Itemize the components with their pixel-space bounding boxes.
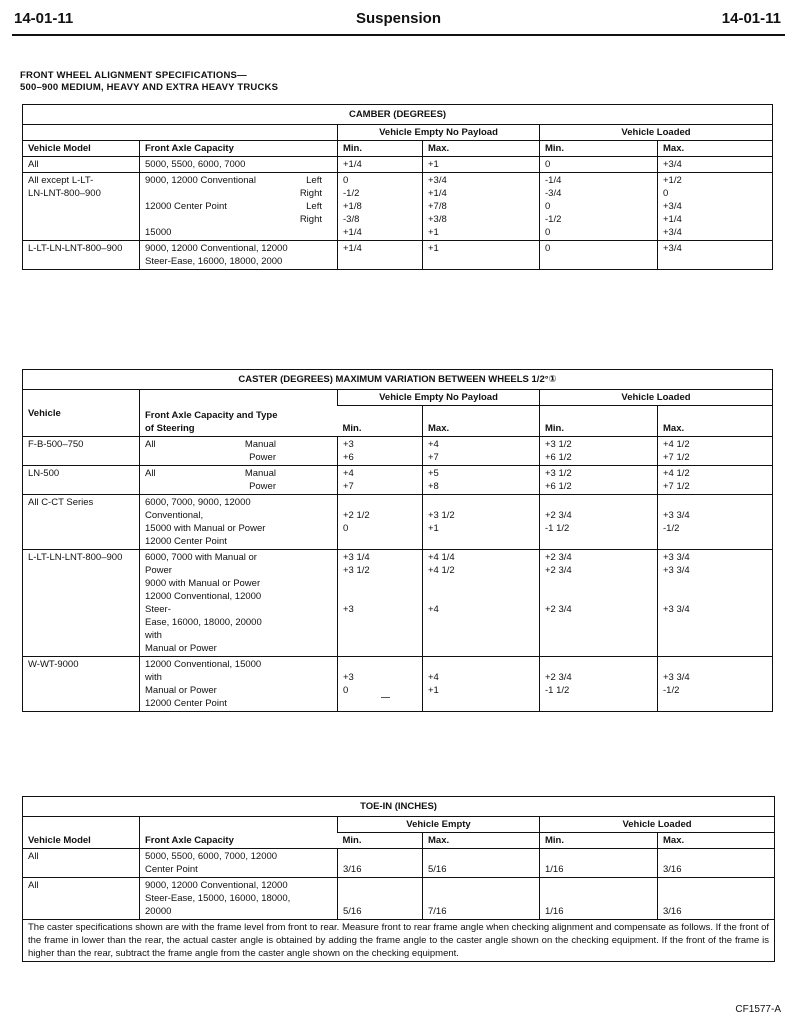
caster-cell-emin-line: [343, 658, 417, 671]
caster-capacity-text: 12000 Conventional, 12000 Steer-: [145, 591, 262, 615]
caster-cell-emax-line: [428, 658, 534, 671]
caster-cell-emin: [338, 437, 423, 466]
caster-capacity-text: 9000 with Manual or Power: [145, 578, 261, 589]
toe-capacity-line: [145, 892, 332, 905]
toe-cell-lmin: [540, 849, 658, 878]
toe-cell-emax-line: [428, 892, 534, 905]
caster-table: [22, 369, 773, 712]
toe-capacity-text: 9000, 12000 Conventional, 12000: [145, 880, 288, 891]
caster-cell-lmax-line: [663, 577, 767, 590]
toe-cell-emax-line: [428, 850, 534, 863]
caster-cell-model: F-B-500–750: [23, 437, 140, 466]
toe-capacity-text: Center Point: [145, 864, 198, 875]
toe-cell-lmin-line: [545, 892, 652, 905]
caster-capacity-line: [145, 697, 332, 710]
camber-cell-emax-line: +1: [428, 227, 439, 238]
camber-capacity-line: [145, 187, 332, 200]
camber-cell-lmax: [658, 241, 773, 270]
caster-cell-lmin-line: +2 3/4: [545, 510, 572, 521]
camber-cell-emax-line: +1/4: [428, 188, 447, 199]
caster-capacity-line: [145, 684, 332, 697]
caster-cell-emin-line: +6: [343, 452, 354, 463]
camber-cell-capacity: [140, 173, 338, 241]
toe-cell-lmax-line: 3/16: [663, 906, 682, 917]
caster-cell-emin: [338, 550, 423, 657]
caster-cell-lmax: [658, 495, 773, 550]
toe-table-row: [23, 878, 775, 920]
caster-capacity-line: [145, 522, 332, 535]
caster-cell-emin-line: +3: [343, 439, 354, 450]
caster-cell-lmax: [658, 437, 773, 466]
toe-in-col-model: Vehicle Model: [28, 835, 91, 846]
toe-cell-model: All: [23, 878, 140, 920]
caster-cell-emin-line: +7: [343, 481, 354, 492]
camber-cell-lmax-line: +3/4: [663, 159, 682, 170]
camber-cell-emax-line: +3/8: [428, 214, 447, 225]
camber-capacity-line: [145, 158, 332, 171]
caster-cell-emax-line: +4 1/4: [428, 552, 455, 563]
caster-cell-lmax-line: [663, 658, 767, 671]
camber-capacity-text: 9000, 12000 Conventional, 12000: [145, 243, 288, 254]
page-title: Suspension: [355, 10, 441, 27]
caster-capacity-line: [145, 577, 332, 590]
toe-cell-emin-line: 5/16: [343, 906, 362, 917]
caster-capacity-text: [145, 451, 148, 464]
caster-cell-lmin-line: -1 1/2: [545, 523, 570, 534]
caster-col-empty-max: Max.: [423, 406, 540, 437]
caster-cell-capacity: [140, 495, 338, 550]
toe-cell-lmax-line: 3/16: [663, 864, 682, 875]
camber-capacity-line: [145, 242, 332, 255]
caster-table-row: [23, 495, 773, 550]
camber-cell-emin-line: -3/8: [343, 214, 360, 225]
camber-capacity-line: [145, 226, 332, 239]
caster-steering-side: Power: [249, 481, 276, 492]
camber-steering-side: Left: [306, 201, 322, 212]
caster-capacity-text: 12000 Conventional, 15000 with: [145, 659, 262, 683]
camber-table-row: [23, 157, 773, 173]
caster-cell-lmax-line: +3 3/4: [663, 672, 690, 683]
caster-capacity-line: [145, 467, 332, 480]
caster-col-loaded-max: Max.: [658, 406, 773, 437]
camber-capacity-line: [145, 255, 332, 268]
camber-cell-emin-line: -1/2: [343, 188, 360, 199]
camber-col-model: Vehicle Model: [28, 143, 91, 154]
caster-cell-emax-line: +4: [428, 672, 439, 683]
toe-in-col-empty-max: Max.: [423, 833, 540, 849]
caster-capacity-line: [145, 535, 332, 548]
caster-table-row: [23, 550, 773, 657]
caster-cell-emin: [338, 466, 423, 495]
toe-cell-emin-line: 3/16: [343, 864, 362, 875]
camber-cell-lmax: [658, 173, 773, 241]
caster-col-vehicle: Vehicle: [28, 407, 61, 419]
camber-capacity-text: 9000, 12000 Conventional: [145, 175, 256, 186]
camber-cell-lmax: [658, 157, 773, 173]
caster-capacity-line: [145, 658, 332, 684]
caster-cell-lmin-line: +6 1/2: [545, 452, 572, 463]
caster-capacity-text: 12000 Center Point: [145, 536, 227, 547]
caster-cell-lmin-line: +2 3/4: [545, 672, 572, 683]
caster-capacity-line: [145, 451, 332, 464]
camber-cell-emax-line: +1: [428, 243, 439, 254]
caster-cell-emin-line: +2 1/2: [343, 510, 370, 521]
camber-cell-lmin: [540, 157, 658, 173]
caster-cell-lmax-line: +7 1/2: [663, 481, 690, 492]
toe-in-col-capacity: Front Axle Capacity: [140, 817, 338, 849]
caster-cell-lmax-line: +3 3/4: [663, 510, 690, 521]
toe-cell-emax-line: 5/16: [428, 864, 447, 875]
caster-capacity-line: [145, 642, 332, 655]
caster-cell-capacity: [140, 437, 338, 466]
caster-cell-model: W-WT-9000: [23, 657, 140, 712]
camber-capacity-text: [145, 213, 148, 226]
caster-cell-emin-line: +3: [343, 604, 354, 615]
caster-cell-capacity: [140, 550, 338, 657]
toe-cell-model: All: [23, 849, 140, 878]
caster-cell-emax: [423, 437, 540, 466]
stray-mark: [381, 697, 390, 698]
caster-cell-lmin-line: [545, 577, 652, 590]
toe-cell-emax: [423, 849, 540, 878]
caster-cell-emax-line: +4: [428, 604, 439, 615]
toe-cell-emin-line: [343, 850, 417, 863]
camber-steering-side: Right: [299, 188, 322, 199]
toe-capacity-line: [145, 850, 332, 863]
camber-cell-lmax-line: +1/4: [663, 214, 682, 225]
camber-capacity-text: 5000, 5500, 6000, 7000: [145, 159, 246, 170]
toe-cell-emin: [338, 849, 423, 878]
camber-steering-side: Right: [299, 214, 322, 225]
caster-cell-emin-line: +3: [343, 672, 354, 683]
toe-in-table-title: TOE-IN (INCHES): [23, 797, 775, 817]
caster-cell-lmin: [540, 437, 658, 466]
camber-col-loaded-min: Min.: [540, 141, 658, 157]
caster-capacity-text: 6000, 7000, 9000, 12000 Conventional,: [145, 497, 251, 521]
toe-in-col-loaded-max: Max.: [658, 833, 775, 849]
caster-cell-emin-line: +3 1/4: [343, 552, 370, 563]
caster-table-row: [23, 466, 773, 495]
caster-steering-side: Power: [249, 452, 276, 463]
caster-cell-lmin-line: +3 1/2: [545, 439, 572, 450]
caster-capacity-text: [145, 480, 148, 493]
toe-cell-lmin-line: 1/16: [545, 864, 564, 875]
caster-cell-emax-line: [428, 496, 534, 509]
toe-cell-capacity: [140, 849, 338, 878]
camber-cell-emin: [338, 173, 423, 241]
caster-cell-emin-line: +4: [343, 468, 354, 479]
camber-table: [22, 104, 773, 270]
camber-table-row: [23, 241, 773, 270]
toe-capacity-line: [145, 879, 332, 892]
toe-cell-emin-line: [343, 879, 417, 892]
caster-capacity-line: [145, 480, 332, 493]
caster-cell-lmax-line: +4 1/2: [663, 468, 690, 479]
caster-cell-lmax-line: +7 1/2: [663, 452, 690, 463]
caster-cell-emax: [423, 495, 540, 550]
camber-capacity-text: 15000: [145, 227, 172, 238]
toe-cell-lmin-line: 1/16: [545, 906, 564, 917]
caster-cell-emin-line: [343, 577, 417, 590]
toe-cell-lmin: [540, 878, 658, 920]
toe-cell-emax-line: [428, 879, 534, 892]
camber-capacity-line: [145, 213, 332, 226]
toe-cell-lmax-line: [663, 850, 769, 863]
caster-cell-emin-line: +3 1/2: [343, 565, 370, 576]
document-title-line2: 500–900 MEDIUM, HEAVY AND EXTRA HEAVY TRUCKS: [20, 82, 279, 93]
camber-cell-emin-line: +1/4: [343, 243, 362, 254]
caster-cell-lmax-line: +3 3/4: [663, 552, 690, 563]
caster-table-row: [23, 437, 773, 466]
toe-in-table: [22, 796, 775, 962]
caster-cell-emax-line: +1: [428, 685, 439, 696]
caster-cell-lmin: [540, 550, 658, 657]
caster-cell-lmin-line: [545, 590, 652, 603]
caster-steering-side: Manual: [244, 439, 276, 450]
camber-cell-capacity: [140, 241, 338, 270]
camber-capacity-text: Steer-Ease, 16000, 18000, 2000: [145, 256, 283, 267]
caster-cell-emin: [338, 657, 423, 712]
caster-cell-lmax: [658, 466, 773, 495]
camber-cell-lmax-line: 0: [663, 188, 669, 199]
caster-cell-emin-line: [343, 590, 417, 603]
camber-table-title: CAMBER (DEGREES): [23, 105, 773, 125]
toe-in-col-empty-min: Min.: [342, 835, 362, 846]
caster-cell-lmin-line: [545, 658, 652, 671]
camber-col-capacity: Front Axle Capacity: [140, 141, 338, 157]
caster-capacity-text: Ease, 16000, 18000, 20000 with: [145, 617, 262, 641]
caster-cell-lmax-line: -1/2: [663, 523, 680, 534]
caster-capacity-text: Manual or Power: [145, 643, 217, 654]
caster-col-empty-min: Min.: [342, 423, 362, 434]
camber-cell-emin-line: +1/8: [343, 201, 362, 212]
toe-in-group-empty: Vehicle Empty: [338, 817, 540, 833]
camber-cell-model: All except L-LT- LN-LNT-800–900: [23, 173, 140, 241]
toe-cell-lmin-line: [545, 850, 652, 863]
caster-capacity-line: [145, 616, 332, 642]
toe-cell-emin-line: [343, 892, 417, 905]
camber-cell-lmin-line: 0: [545, 227, 551, 238]
caster-capacity-line: [145, 551, 332, 577]
caster-cell-emax: [423, 550, 540, 657]
camber-cell-lmin-line: -3/4: [545, 188, 562, 199]
camber-cell-capacity: [140, 157, 338, 173]
caster-capacity-text: 12000 Center Point: [145, 698, 227, 709]
camber-cell-emin-line: +1/4: [343, 227, 362, 238]
caster-cell-emax-line: +4 1/2: [428, 565, 455, 576]
camber-cell-lmax-line: +1/2: [663, 175, 682, 186]
caster-cell-emax-line: +8: [428, 481, 439, 492]
caster-table-row: [23, 657, 773, 712]
caster-note: The caster specifications shown are with the frame level from front to rear. Measure front to rear frame angle when checking alignment and compensate as follows. If the front of the frame in lower than the rear, the actual caster angle is obtained by adding the frame angle to the caster angle shown on the checking equipment. If the front of the frame is higher than the rear, subtract the frame angle from the caster angle shown on the checking equipment.: [23, 920, 775, 962]
toe-cell-emax: [423, 878, 540, 920]
caster-cell-lmin-line: [545, 496, 652, 509]
camber-steering-side: Left: [306, 175, 322, 186]
caster-capacity-text: 6000, 7000 with Manual or Power: [145, 552, 257, 576]
caster-cell-emin-line: [343, 496, 417, 509]
caster-cell-capacity: [140, 466, 338, 495]
caster-cell-lmax: [658, 550, 773, 657]
document-title-line1: FRONT WHEEL ALIGNMENT SPECIFICATIONS—: [20, 70, 247, 81]
header-rule: [12, 34, 785, 36]
caster-cell-emin: [338, 495, 423, 550]
caster-cell-emax-line: [428, 590, 534, 603]
camber-group-empty: Vehicle Empty No Payload: [338, 125, 540, 141]
camber-cell-lmin-line: 0: [545, 201, 551, 212]
caster-group-loaded: Vehicle Loaded: [540, 390, 773, 406]
caster-cell-model: L-LT-LN-LNT-800–900: [23, 550, 140, 657]
page-number-right: 14-01-11: [721, 10, 781, 27]
toe-capacity-text: Steer-Ease, 15000, 16000, 18000,: [145, 893, 291, 904]
caster-cell-capacity: [140, 657, 338, 712]
toe-capacity-line: [145, 905, 332, 918]
caster-capacity-text: 15000 with Manual or Power: [145, 523, 266, 534]
caster-cell-lmin: [540, 657, 658, 712]
camber-cell-emin: [338, 241, 423, 270]
caster-cell-lmax: [658, 657, 773, 712]
caster-cell-lmin: [540, 466, 658, 495]
camber-cell-emax-line: +3/4: [428, 175, 447, 186]
toe-capacity-text: 20000: [145, 906, 172, 917]
caster-cell-lmin: [540, 495, 658, 550]
camber-cell-emin: [338, 157, 423, 173]
caster-cell-emax-line: +7: [428, 452, 439, 463]
toe-cell-lmax: [658, 878, 775, 920]
figure-reference: CF1577-A: [735, 1004, 781, 1015]
toe-cell-capacity: [140, 878, 338, 920]
camber-header-spacer: [23, 125, 140, 141]
toe-table-row: [23, 849, 775, 878]
caster-capacity-line: [145, 496, 332, 522]
camber-capacity-line: [145, 200, 332, 213]
toe-capacity-text: 5000, 5500, 6000, 7000, 12000: [145, 851, 278, 862]
camber-cell-lmax-line: +3/4: [663, 201, 682, 212]
caster-capacity-text: All: [145, 439, 156, 450]
camber-group-loaded: Vehicle Loaded: [540, 125, 773, 141]
caster-cell-emax-line: +4: [428, 439, 439, 450]
caster-cell-lmax-line: +3 3/4: [663, 565, 690, 576]
caster-cell-lmin-line: +2 3/4: [545, 565, 572, 576]
caster-capacity-line: [145, 438, 332, 451]
toe-cell-lmax-line: [663, 879, 769, 892]
toe-cell-lmax: [658, 849, 775, 878]
caster-cell-emax-line: +3 1/2: [428, 510, 455, 521]
caster-cell-emax-line: +1: [428, 523, 439, 534]
caster-cell-lmax-line: [663, 590, 767, 603]
caster-cell-emin-line: 0: [343, 523, 349, 534]
camber-cell-emax: [423, 157, 540, 173]
camber-cell-emax-line: +1: [428, 159, 439, 170]
caster-capacity-text: All: [145, 468, 156, 479]
camber-cell-lmax-line: +3/4: [663, 227, 682, 238]
camber-cell-lmin-line: 0: [545, 159, 551, 170]
toe-in-col-loaded-min: Min.: [540, 833, 658, 849]
camber-cell-lmin-line: -1/2: [545, 214, 562, 225]
caster-cell-emax: [423, 657, 540, 712]
caster-capacity-line: [145, 590, 332, 616]
toe-cell-lmax-line: [663, 892, 769, 905]
caster-cell-lmax-line: +4 1/2: [663, 439, 690, 450]
caster-cell-lmax-line: -1/2: [663, 685, 680, 696]
camber-capacity-text: [145, 187, 148, 200]
caster-cell-emax-line: [428, 577, 534, 590]
caster-capacity-text: Manual or Power: [145, 685, 217, 696]
caster-col-capacity: Front Axle Capacity and Type of Steering: [140, 390, 338, 437]
caster-cell-model: LN-500: [23, 466, 140, 495]
camber-col-loaded-max: Max.: [658, 141, 773, 157]
camber-cell-emax: [423, 241, 540, 270]
toe-cell-lmin-line: [545, 879, 652, 892]
caster-cell-lmin-line: +2 3/4: [545, 604, 572, 615]
caster-group-empty: Vehicle Empty No Payload: [338, 390, 540, 406]
caster-cell-emax: [423, 466, 540, 495]
caster-cell-lmin-line: -1 1/2: [545, 685, 570, 696]
caster-cell-model: All C-CT Series: [23, 495, 140, 550]
camber-col-empty-max: Max.: [423, 141, 540, 157]
caster-cell-lmax-line: [663, 496, 767, 509]
camber-cell-model: All: [23, 157, 140, 173]
caster-cell-emax-line: +5: [428, 468, 439, 479]
camber-cell-emin-line: 0: [343, 175, 349, 186]
caster-cell-lmin-line: +6 1/2: [545, 481, 572, 492]
page-number-left: 14-01-11: [14, 10, 74, 27]
caster-cell-lmin-line: +3 1/2: [545, 468, 572, 479]
document-title: [20, 70, 278, 94]
caster-table-title: CASTER (DEGREES) MAXIMUM VARIATION BETWEEN WHEELS 1/2°①: [23, 370, 773, 390]
toe-in-group-loaded: Vehicle Loaded: [540, 817, 775, 833]
camber-table-row: [23, 173, 773, 241]
camber-cell-lmin: [540, 173, 658, 241]
caster-cell-lmin-line: +2 3/4: [545, 552, 572, 563]
camber-cell-lmin-line: 0: [545, 243, 551, 254]
toe-capacity-line: [145, 863, 332, 876]
camber-cell-lmin: [540, 241, 658, 270]
toe-cell-emin: [338, 878, 423, 920]
caster-col-loaded-min: Min.: [540, 406, 658, 437]
camber-cell-emax-line: +7/8: [428, 201, 447, 212]
camber-capacity-line: [145, 174, 332, 187]
caster-steering-side: Manual: [244, 468, 276, 479]
camber-cell-lmin-line: -1/4: [545, 175, 562, 186]
camber-cell-lmax-line: +3/4: [663, 243, 682, 254]
camber-capacity-text: 12000 Center Point: [145, 201, 227, 212]
camber-cell-model: L-LT-LN-LNT-800–900: [23, 241, 140, 270]
toe-cell-emax-line: 7/16: [428, 906, 447, 917]
caster-cell-lmax-line: +3 3/4: [663, 604, 690, 615]
caster-cell-emin-line: 0: [343, 685, 349, 696]
camber-header-spacer: [140, 125, 338, 141]
camber-col-empty-min: Min.: [338, 141, 423, 157]
camber-cell-emin-line: +1/4: [343, 159, 362, 170]
camber-cell-emax: [423, 173, 540, 241]
